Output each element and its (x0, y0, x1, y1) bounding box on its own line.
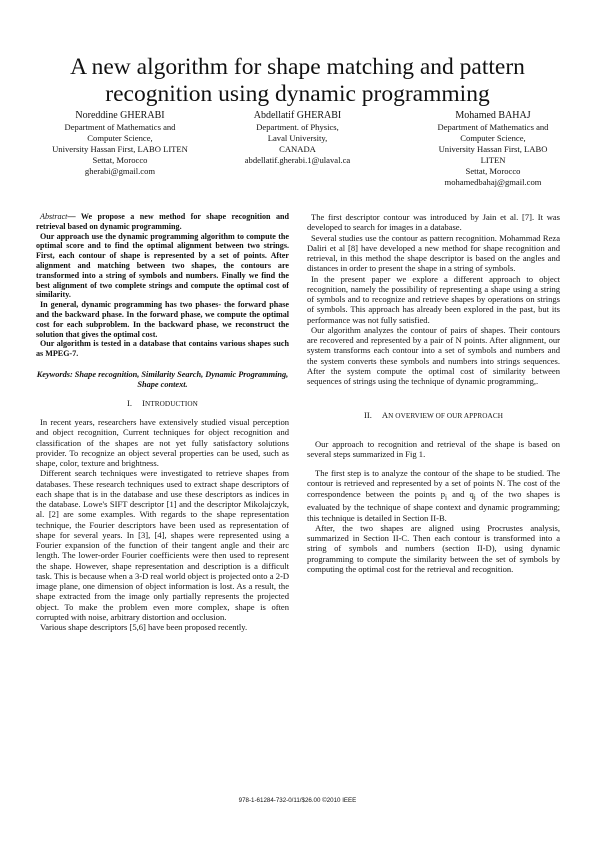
body-paragraph: Various shape descriptors [5,6] have been proposed recently. (40, 622, 248, 633)
overview-text: and q (447, 488, 474, 499)
keywords-text: Shape recognition, Similarity Search, Dynamic Programming, Shape context. (72, 369, 289, 389)
body-paragraph: Our approach to recognition and retrieval of the shape is based on several steps summarized in Fig 1. (307, 438, 560, 459)
author-name: Abdellatif GHERABI (253, 110, 342, 121)
overview-text: The first step is to analyze the contour of the shape to be studied. The contour is retrieved and represented by a set of points N. The cost of the correspondence between the points p (307, 468, 560, 499)
section-title-rest: NTRODUCTION (144, 399, 198, 408)
section-title-rest: N OVERVIEW OF OUR APPROACH (388, 412, 503, 421)
spacer (307, 430, 560, 439)
abstract-paragraph: Our algorithm is tested in a database that contains various shapes such as MPEG-7. (36, 339, 289, 359)
abstract (36, 212, 289, 359)
author-affiliation-line: Department of Mathematics and (64, 122, 176, 132)
subscript-i: i (445, 493, 447, 502)
author-affiliation-line: Laval University, (267, 133, 328, 143)
author-affiliation-line: Settat, Morocco (465, 166, 521, 176)
spacer (307, 459, 560, 468)
section-heading-overview (307, 410, 560, 421)
abstract-text: We propose a new method for shape recognition and retrieval based on dynamic programming. (36, 212, 289, 231)
author-affiliation-line: University Hassan First, LABO LITEN (52, 144, 188, 154)
body-paragraph: In the present paper we explore a different approach to object recognition, namely the possibility of representing a shape using a string of symbols and to recognize and retrieve shapes by operations on strings of symbols. This approach has already been explored in the past, but its performance was not fully satisfied. (307, 273, 560, 325)
author-email: mohamedbahaj@gmail.com (444, 177, 542, 187)
body-paragraph: The first descriptor contour was introduced by Jain et al. [7]. It was developed to search for images in a database. (307, 212, 560, 233)
author-email: gherabi@gmail.com (84, 166, 156, 176)
abstract-paragraph: In general, dynamic programming has two phases- the forward phase and the backward phase. In the forward phase, we compute the optimal cost for each subproblem. In the backward phase, we reconstruct the solution that gives the optimal cost. (36, 300, 289, 339)
right-column (307, 212, 560, 574)
keywords (36, 370, 289, 390)
abstract-paragraph (36, 212, 289, 232)
abstract-label: Abstract (40, 212, 68, 221)
abstract-dash: — (67, 212, 81, 221)
author-block-1 (30, 110, 210, 177)
section-number: I. (127, 397, 133, 408)
author-block-2 (225, 110, 370, 166)
author-affiliation-line: Computer Science, (87, 133, 153, 143)
author-affiliation-line: Department of Mathematics and (437, 122, 549, 132)
paper-title: A new algorithm for shape matching and pattern recognition using dynamic programming (70, 54, 525, 107)
author-affiliation-line: LITEN (480, 155, 506, 165)
spacer (307, 386, 560, 404)
subscript-j: j (473, 493, 476, 502)
author-affiliation-line: Settat, Morocco (92, 155, 148, 165)
section-title-initial: A (381, 410, 389, 421)
author-name: Noreddine GHERABI (75, 110, 165, 121)
section-title-initial: I (142, 397, 145, 408)
keywords-label: Keywords: (36, 369, 73, 379)
left-column (36, 212, 289, 632)
author-affiliation-line: Department. of Physics, (256, 122, 339, 132)
body-paragraph: Different search techniques were investigated to retrieve shapes from databases. These research techniques used to extract shape descriptors of each shape that is in the database and use these descriptors as indices in the database. Lowe's SIFT descriptor [1] and the descriptor Mikolajczyk, al. [2] are some examples. With regards to the shape representation technique, the Fourier descriptors have been used as representation of shape for several years. In [3], [4], shapes were represented using a Fourier expansion of the function of their tangent angle and their arc length. The lower-order Fourier coefficients were then used to represent the shape. However, shape representation and description is a difficult task. This is because when a 3-D real world object is projected onto a 2-D image plane, one dimension of object information is lost. As a result, the shape extracted from the image only partially represents the projected object. To make the problem even more complex, shape is often corrupted with noise, arbitrary distortion and occlusion. (36, 468, 289, 622)
author-affiliation-line: CANADA (279, 144, 316, 154)
body-paragraph: Our algorithm analyzes the contour of pairs of shapes. Their contours are recovered and represented by a pair of N points. After alignment, our system transforms each contour into a set of symbols and numbers and the system converts these symbols and numbers into strings sequences. After the system compute the optimal cost of similarity between sequences of strings using the technique of dynamic programming,. (307, 324, 560, 386)
overview-text: of the two shapes is evaluated by the technique of shape context and dynamic programming; this technique is detailed in Section II-B. (307, 488, 560, 523)
copyright-footer: 978-1-61284-732-0/11/$26.00 ©2010 IEEE (238, 797, 357, 804)
author-name: Mohamed BAHAJ (455, 110, 531, 121)
section-heading-introduction (36, 398, 289, 409)
author-affiliation-line: Computer Science, (460, 133, 526, 143)
body-paragraph: Several studies use the contour as pattern recognition. Mohammad Reza Daliri et al [8] have developed a new method for shape recognition and retrieval, in this method the shape descriptor is based on the angles and distances in order to present the shape in a string of symbols. (307, 232, 560, 274)
body-paragraph: After, the two shapes are aligned using Procrustes analysis, summarized in Section II-C. Then each contour is transformed into a string of symbols and numbers (section II-D), using dynamic programming to compute the similarity between the set of symbols by computing the optimal cost for the retrieval and recognition. (307, 522, 560, 574)
body-paragraph: In recent years, researchers have extensively studied visual perception and object recognition, Current techniques for object recognition and classification of the shapes are not yet fully satisfactory solutions provider. To recognize an object several properties can be used, such as shape, color, texture and brightness. (36, 417, 289, 469)
section-number: II. (364, 410, 372, 421)
abstract-paragraph: Our approach use the dynamic programming algorithm to compute the optimal score and to find the optimal alignment between two strings. First, each contour of shape is represented by a set of points. After alignment and matching between two shapes, the contours are transformed into a string of symbols and numbers. Finally we find the best alignment of two complete strings and compute the optimal cost of similarity. (36, 231, 289, 300)
author-affiliation-line: University Hassan First, LABO (438, 144, 548, 154)
body-paragraph (307, 468, 560, 523)
author-email: abdellatif.gherabi.1@ulaval.ca (244, 155, 351, 165)
author-block-3 (418, 110, 568, 188)
